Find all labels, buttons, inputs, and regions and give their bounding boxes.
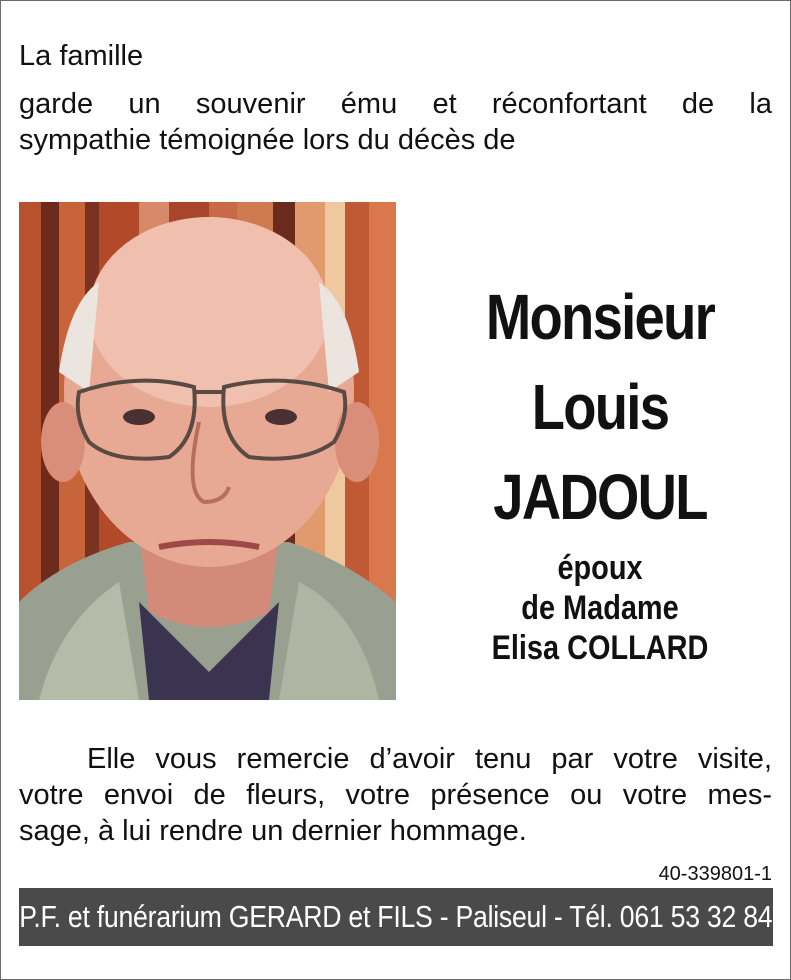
intro-family: La famille [19, 40, 144, 72]
spouse-relation: époux [557, 549, 643, 587]
spouse-block [420, 548, 780, 668]
thanks-line: votre envoi de fleurs, votre présence ou votre mes- [19, 779, 772, 811]
deceased-name-block [420, 272, 780, 542]
thanks-line: Elle vous remercie d’avoir tenu par votre visite, [87, 743, 772, 775]
deceased-last-name: JADOUL [493, 461, 707, 533]
thanks-line: sage, à lui rendre un dernier hommage. [19, 815, 527, 847]
reference-number: 40-339801-1 [658, 863, 772, 885]
spouse-name: Elisa COLLARD [491, 629, 709, 667]
deceased-title: Monsieur [485, 281, 715, 353]
deceased-portrait-photo [19, 202, 396, 700]
thanks-paragraph [19, 741, 772, 849]
spouse-prefix: de Madame [521, 589, 679, 627]
deceased-first-name: Louis [531, 371, 669, 443]
intro-text-line: sympathie témoignée lors du décès de [19, 124, 516, 156]
funeral-home-info: P.F. et funérarium GERARD et FILS - Paliseul - Tél. 061 53 32 84 [19, 899, 773, 934]
intro-text-line: garde un souvenir ému et réconfortant de la [19, 88, 772, 120]
funeral-home-footer [19, 888, 773, 946]
